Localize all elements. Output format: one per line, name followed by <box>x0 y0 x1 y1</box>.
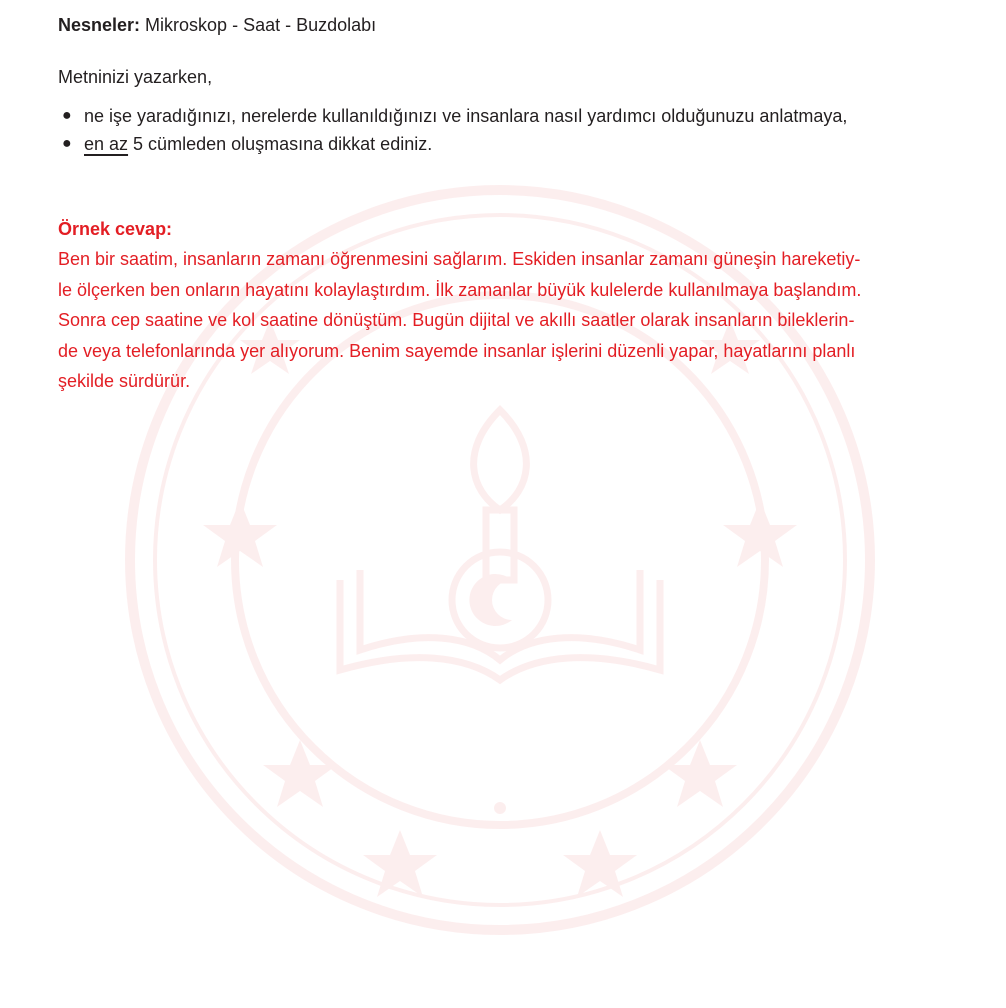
instructions-intro: Metninizi yazarken, <box>58 67 213 87</box>
answer-title: Örnek cevap: <box>58 219 173 239</box>
list-item <box>58 130 847 158</box>
list-item-text: 5 cümleden oluşmasına dikkat ediniz. <box>128 134 433 154</box>
instructions-list <box>58 102 847 158</box>
answer-line: şekilde sürdürür. <box>58 371 191 391</box>
objects-label: Nesneler: <box>58 15 141 35</box>
list-item <box>58 102 847 130</box>
list-item-text: ne işe yaradığınızı, nerelerde kullanıldığınızı ve insanlara nasıl yardımcı olduğunuzu anlatmaya, <box>84 106 848 126</box>
bullet-icon: ● <box>62 107 72 124</box>
emphasized-text: en az <box>84 134 129 154</box>
answer-line: Sonra cep saatine ve kol saatine dönüştüm. Bugün dijital ve akıllı saatler olarak insanların bileklerin- <box>58 310 855 330</box>
answer-line: Ben bir saatim, insanların zamanı öğrenmesini sağlarım. Eskiden insanlar zamanı güneşin hareketiy- <box>58 249 861 269</box>
answer-line: le ölçerken ben onların hayatını kolaylaştırdım. İlk zamanlar büyük kulelerde kullanılmaya başlandım. <box>58 279 862 300</box>
answer-paragraph <box>58 244 988 397</box>
answer-line: de veya telefonlarında yer alıyorum. Benim sayemde insanlar işlerini düzenli yapar, hayatlarını planlı <box>58 340 856 361</box>
objects-line <box>58 12 376 38</box>
bullet-icon: ● <box>62 135 72 152</box>
objects-value: Mikroskop - Saat - Buzdolabı <box>140 15 377 35</box>
